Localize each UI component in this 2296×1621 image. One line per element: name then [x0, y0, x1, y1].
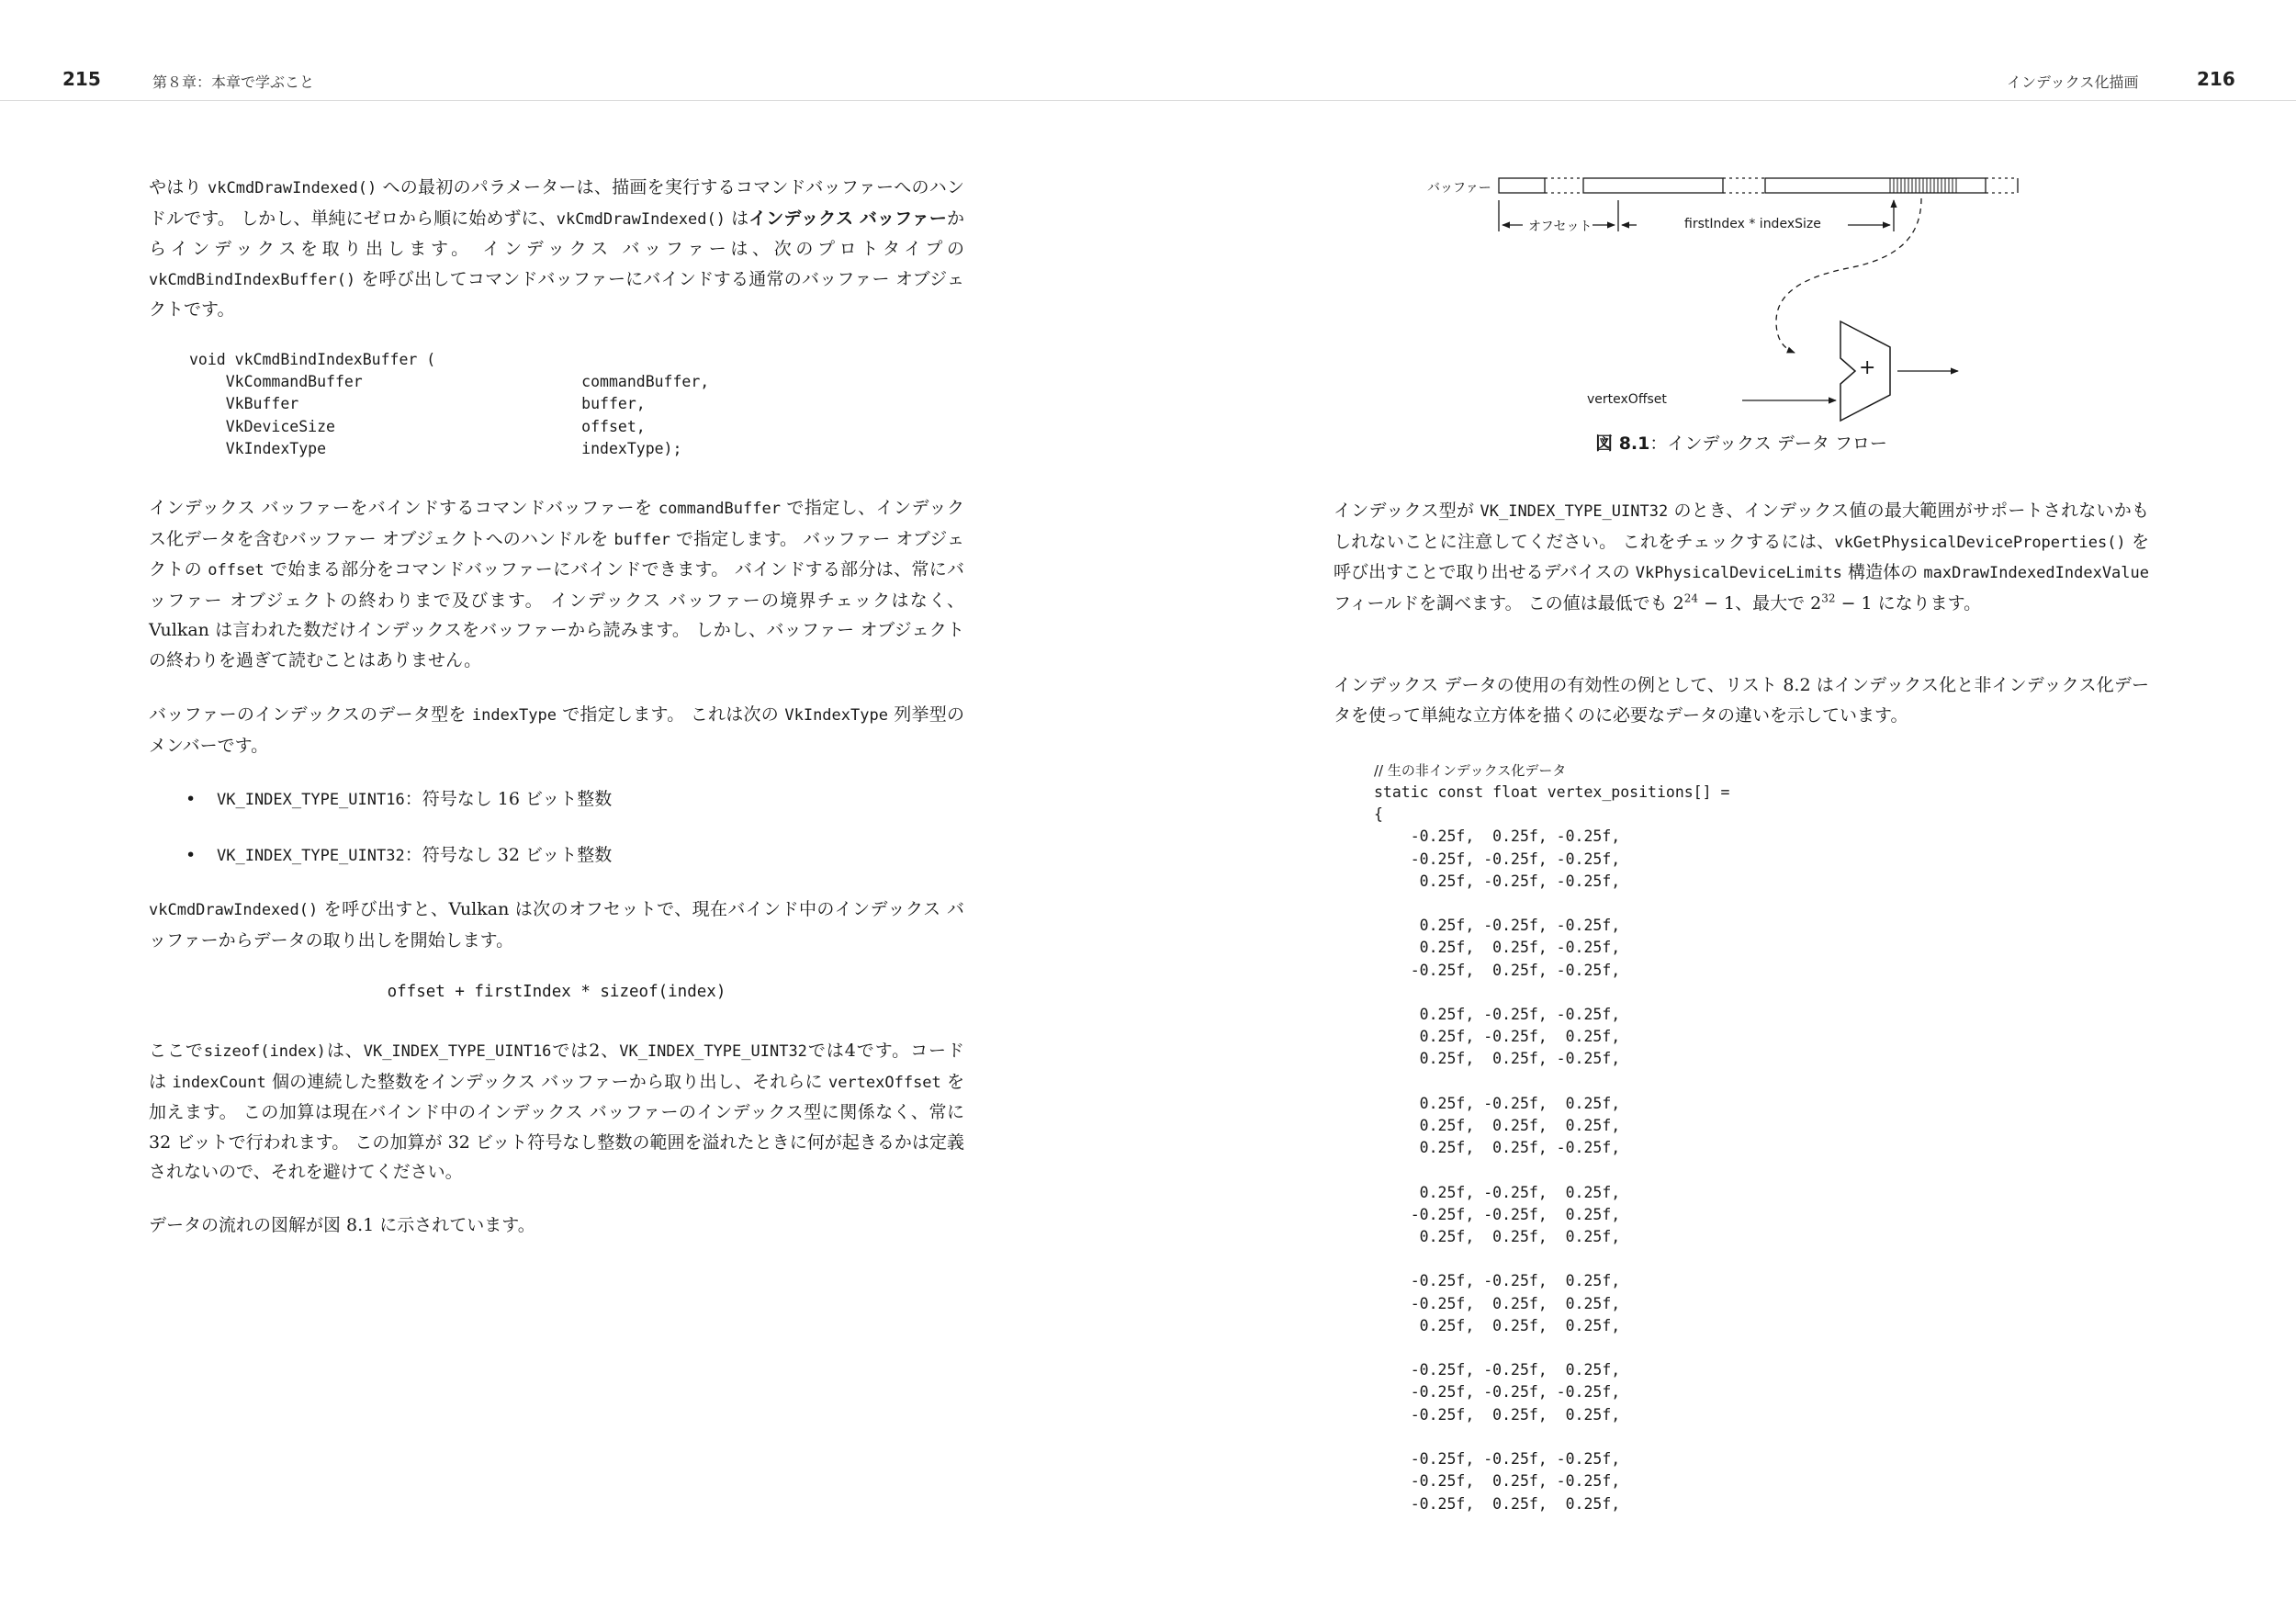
- left-page: [149, 0, 964, 1621]
- adder-plus-sign: +: [1859, 356, 1876, 379]
- index-hatch-marks: [1890, 178, 1956, 193]
- buffer-strip: [1499, 178, 2018, 193]
- offset-label: オフセット: [1528, 220, 1593, 234]
- data-flow-diagram: [1334, 165, 2149, 468]
- paragraph-max-index-value: インデックス型が VK_INDEX_TYPE_UINT32 のとき、インデックス値の最大範囲がサポートされないかもしれないことに注意してください。 これをチェックするには、vkGetPhysicalDeviceProperties() を呼び出すことで取り出せるデバイスの VkPhysicalDeviceLimits 構造体の maxDrawIndexedIndexValue フィールドを調べます。 この値は最低でも $2^{24} - 1$、最大で $2^{32} - 1$ になります。: [1334, 501, 2149, 614]
- paragraph-index-type: バッファーのインデックスのデータ型を indexType で指定します。 これは次の VkIndexType 列挙型のメンバーです。: [149, 704, 964, 756]
- left-running-title: 第８章：本章で学ぶこと: [152, 73, 315, 91]
- paragraph-index-size: ここでsizeof(index)は、VK_INDEX_TYPE_UINT16では2、VK_INDEX_TYPE_UINT32では4です。コードは indexCount 個の連続した整数をインデックス バッファーから取り出し、それらに vertexOffset を加えます。 この加算は現在バインド中のインデックス バッファーのインデックス型に関係なく、常に 32 ビットで行われます。 この加算が 32 ビット符号なし整数の範囲を溢れたときに何が起きるかは定義されないので、それを避けてください。: [149, 1041, 964, 1182]
- figure-caption: 図 8.1：インデックス データ フロー: [1595, 433, 1887, 454]
- list-item: • VK_INDEX_TYPE_UINT32：符号なし 32 ビット整数: [186, 845, 613, 865]
- vertex-positions-code: static const float vertex_positions[] = { -0.25f, 0.25f, -0.25f, -0.25f, -0.25f, -0.25f, 0.25f, -0.25f, -0.25f, 0.25f, -0.25f, -0.25f, 0.25f, 0.25f, -0.25f, -0.25f, 0.25f, -0.25f, 0.25f, -0.25f, -0.25f, 0.25f, -0.25f, 0.25f, 0.25f, 0.25f, -0.25f, 0.25f, -0.25f, 0.25f, 0.25f, 0.25f, 0.25f, 0.25f, 0.25f, -0.25f, 0.25f, -0.25f, 0.25f, -0.25f, -0.25f, 0.25f, 0.25f, 0.25f, 0.25f, -0.25f, -0.25f, 0.25f, -0.25f, 0.25f, 0.25f, 0.25f, 0.25f, 0.25f, -0.25f, -0.25f, 0.25f, -0.25f, -0.25f, -0.25f, -0.25f, 0.25f, 0.25f, -0.25f, -0.25f, -0.25f, -0.25f, 0.25f, -0.25f, -0.25f, 0.25f, 0.25f,: [1374, 783, 1730, 1513]
- paragraph-figure-reference: データの流れの図解が図 8.1 に示されています。: [149, 1215, 535, 1235]
- vertex-offset-label: vertexOffset: [1587, 392, 1667, 407]
- prototype-code-block: void vkCmdBindIndexBuffer ( VkCommandBuffer commandBuffer, VkBuffer buffer, VkDeviceSize offset, VkIndexType indexType);: [189, 351, 710, 457]
- list-item: • VK_INDEX_TYPE_UINT16：符号なし 16 ビット整数: [186, 789, 613, 809]
- offset-equation: offset + firstIndex * sizeof(index): [387, 983, 726, 1001]
- right-page: [1334, 0, 2149, 1621]
- paragraph-draw-indexed: vkCmdDrawIndexed() を呼び出すと、Vulkan は次のオフセットで、現在バインド中のインデックス バッファーからデータの取り出しを開始します。: [149, 899, 964, 951]
- first-index-size-label: firstIndex * indexSize: [1684, 217, 1821, 231]
- buffer-label: バッファー: [1427, 181, 1491, 196]
- paragraph-bind-index-buffer: インデックス バッファーをバインドするコマンドバッファーを commandBuffer で指定し、インデックス化データを含むバッファー オブジェクトへのハンドルを buffer で指定します。 バッファー オブジェクトの offset で始まる部分をコマンドバッファーにバインドできます。 バインドする部分は、常にバッファー オブジェクトの終わりまで及びます。 インデックス バッファーの境界チェックはなく、Vulkan は言われた数だけインデックスをバッファーから読みます。 しかし、バッファー オブジェクトの終わりを過ぎて読むことはありません。: [149, 498, 964, 670]
- paragraph-listing-intro: インデックス データの使用の有効性の例として、リスト 8.2 はインデックス化と非インデックス化データを使って単純な立方体を描くのに必要なデータの違いを示しています。: [1334, 675, 2149, 726]
- left-page-number: 215: [62, 68, 101, 90]
- index-data-flow-figure: [1334, 165, 2149, 468]
- right-page-number: 216: [2197, 68, 2235, 90]
- listing-comment: // 生の非インデックス化データ: [1374, 762, 1567, 779]
- paragraph-intro: やはり vkCmdDrawIndexed() への最初のパラメーターは、描画を実行するコマンドバッファーへのハンドルです。 しかし、単純にゼロから順に始めずに、vkCmdDrawIndexed() はインデックス バッファーからインデックスを取り出します。 インデックス バッファーは、次のプロトタイプの vkCmdBindIndexBuffer() を呼び出してコマンドバッファーにバインドする通常のバッファー オブジェクトです。: [149, 177, 964, 320]
- right-running-title: インデックス化描画: [2007, 73, 2139, 91]
